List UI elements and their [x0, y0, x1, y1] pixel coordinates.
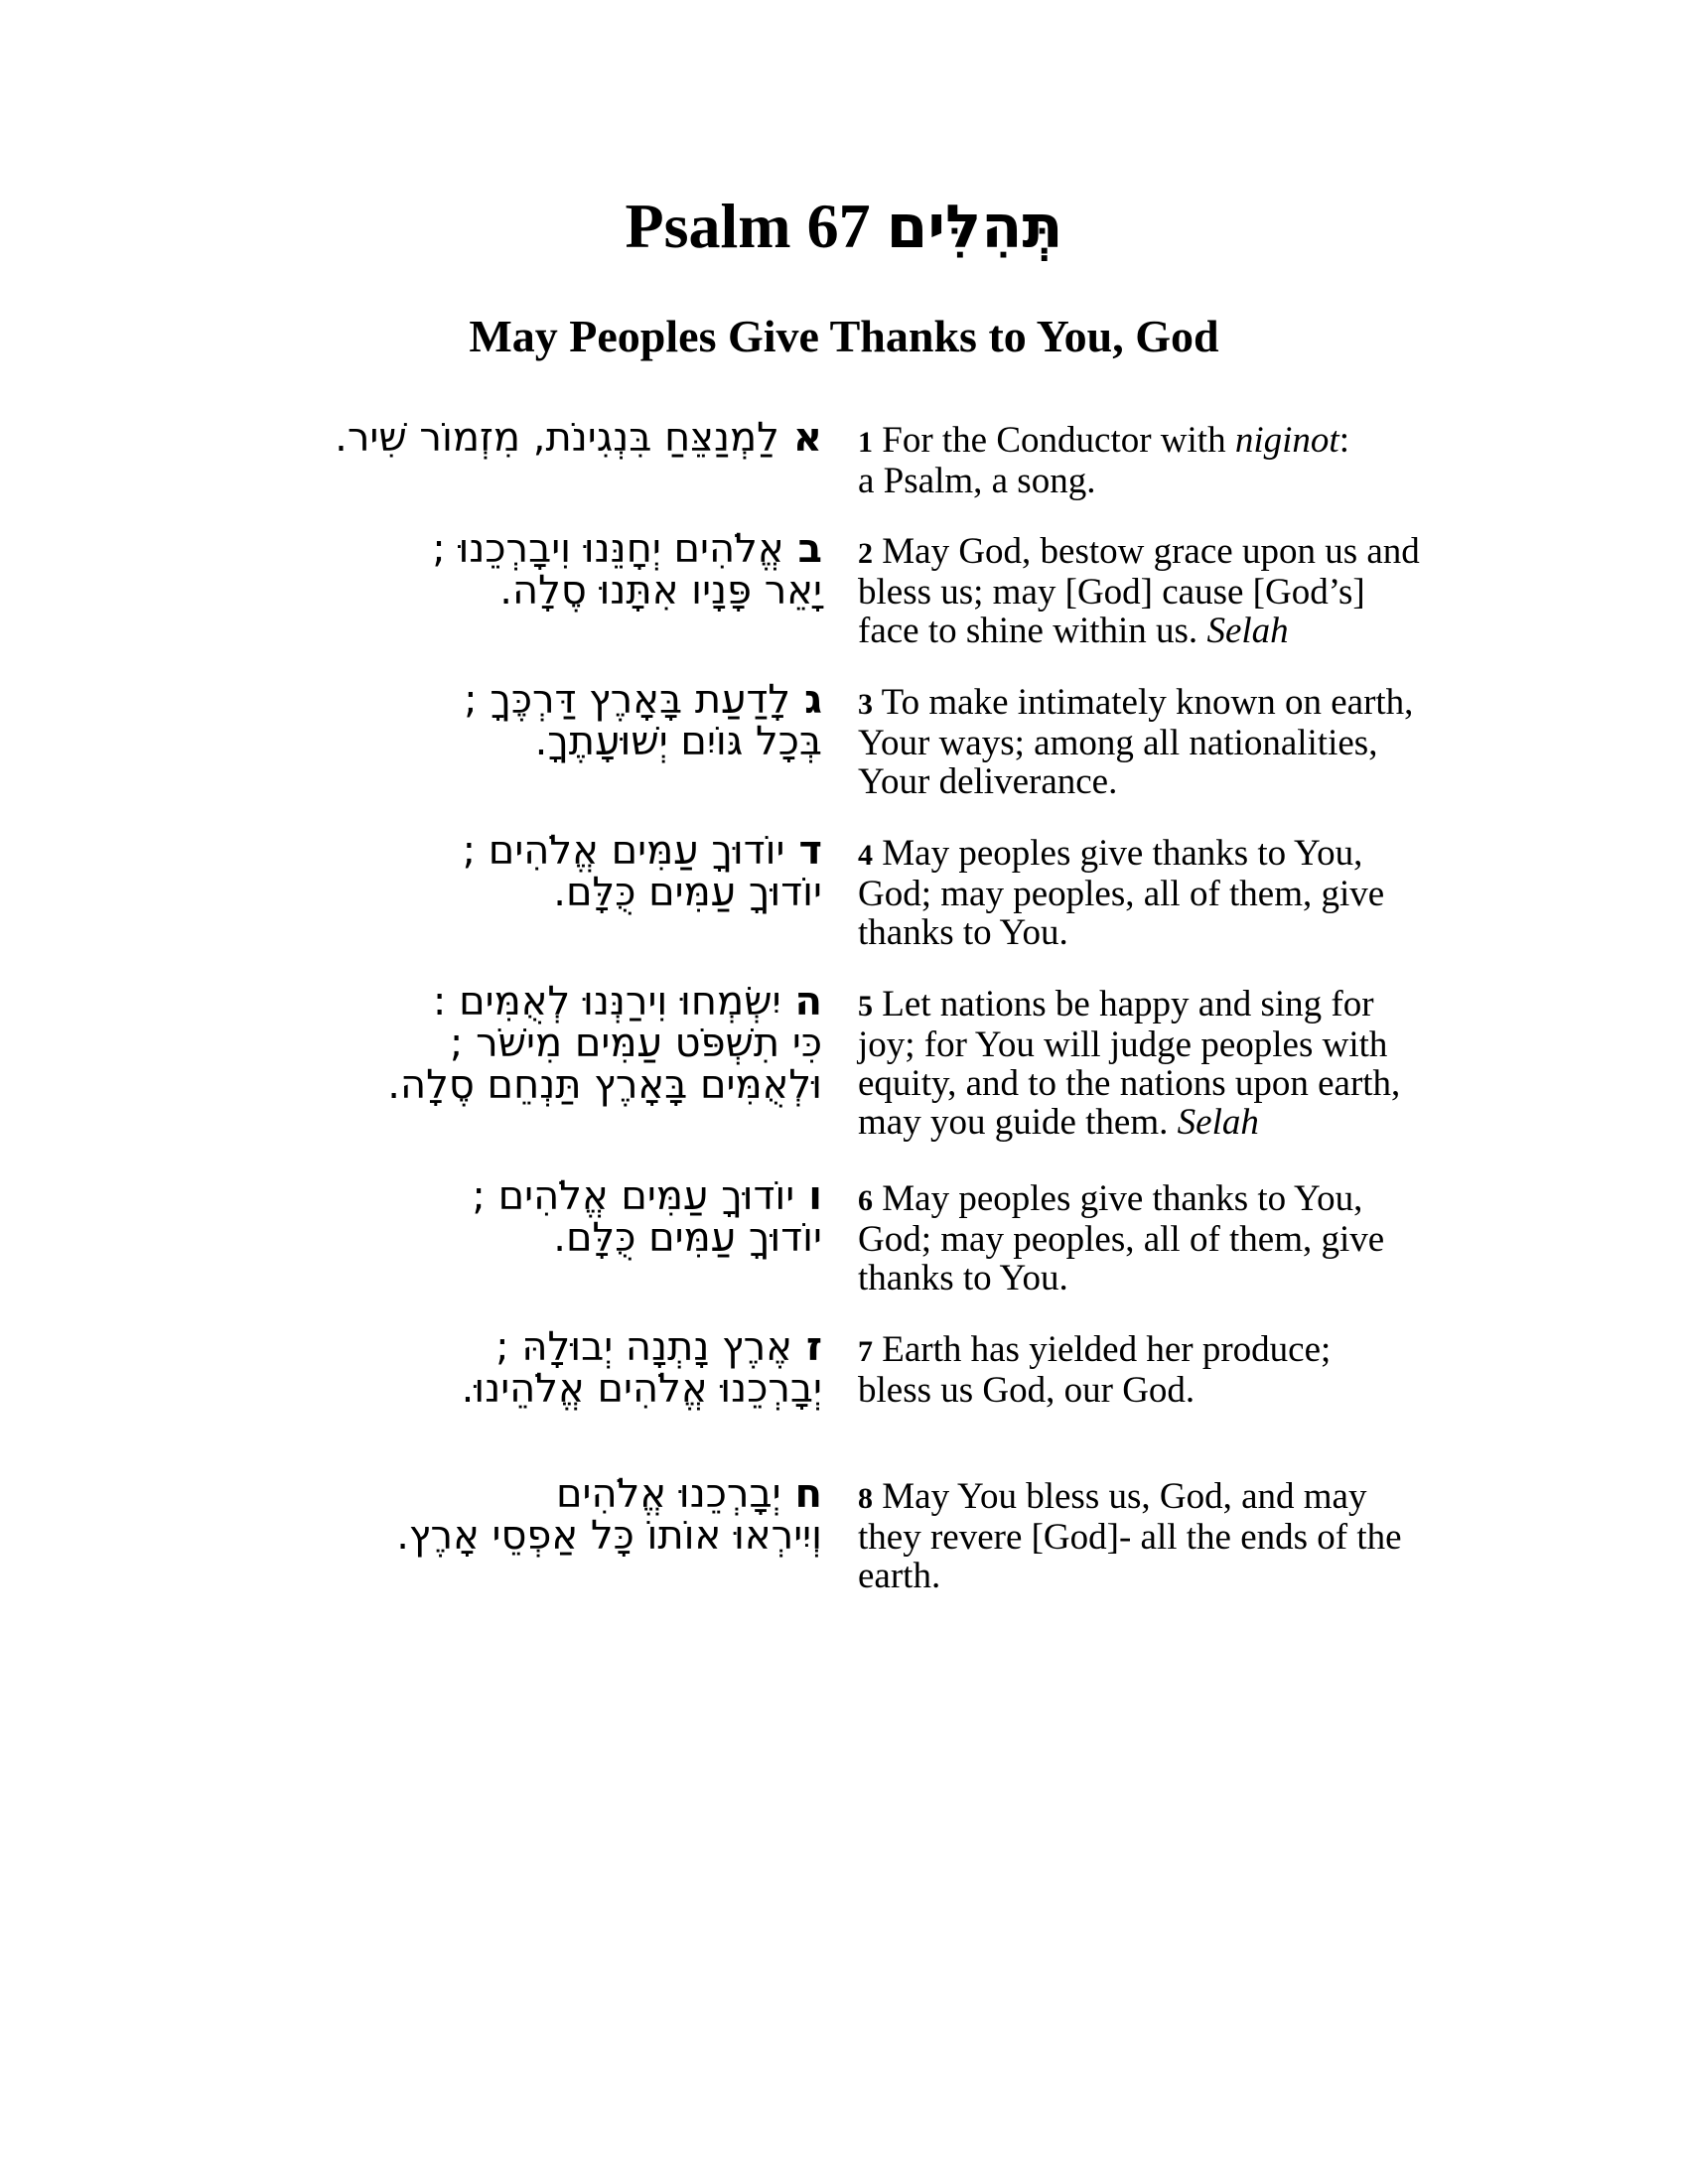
hebrew-line-text: אֱלֹהִים יְחָנֵּנוּ וִיבָרְכֵנוּ ; — [432, 526, 784, 572]
english-line-text: To make intimately known on earth, — [881, 682, 1414, 723]
english-italic-term: Selah — [1177, 1102, 1259, 1143]
verse-hebrew — [266, 1473, 822, 1557]
english-line-text: bless us; may [God] cause [God’s] — [858, 572, 1365, 613]
verse-english — [858, 1179, 1474, 1297]
hebrew-line — [266, 1368, 822, 1410]
english-line-text: For the Conductor with — [882, 420, 1235, 461]
hebrew-line-text: וְיִירְאוּ אוֹתוֹ כָּל אַפְסֵי אָרֶץ. — [396, 1513, 822, 1559]
hebrew-line — [266, 528, 822, 570]
english-line-text: they revere [God]- all the ends of the — [858, 1517, 1402, 1558]
english-line — [858, 985, 1474, 1025]
english-line-text: a Psalm, a song. — [858, 461, 1096, 501]
verse-hebrew — [266, 417, 822, 459]
hebrew-verse-letter: ב — [797, 526, 822, 572]
english-line-text: thanks to You. — [858, 912, 1068, 953]
hebrew-line-text: יוֹדוּךָ עַמִּים אֱלֹהִים ; — [462, 828, 785, 874]
english-line — [858, 1103, 1474, 1142]
english-line-text: Earth has yielded her produce; — [882, 1329, 1332, 1370]
english-line-text: joy; for You will judge peoples with — [858, 1024, 1388, 1065]
english-line-text: may you guide them. — [858, 1102, 1178, 1143]
english-line-text: God; may peoples, all of them, give — [858, 1219, 1385, 1260]
hebrew-line-text: יוֹדוּךָ עַמִּים כֻּלָּם. — [553, 870, 822, 915]
english-line — [858, 1025, 1474, 1064]
verse-number: 4 — [858, 839, 873, 872]
hebrew-line — [266, 830, 822, 872]
verse-english — [858, 834, 1474, 952]
verse-number: 1 — [858, 426, 873, 459]
verse-english — [858, 1477, 1474, 1595]
english-line-text: Let nations be happy and sing for — [882, 984, 1374, 1024]
english-line-text: God; may peoples, all of them, give — [858, 874, 1385, 914]
hebrew-line — [266, 981, 822, 1023]
hebrew-line-text: יְבָרְכֵנוּ אֱלֹהִים אֱלֹהֵינוּ. — [461, 1366, 822, 1412]
verse-number: 7 — [858, 1335, 873, 1368]
verse-number: 5 — [858, 990, 873, 1023]
verse-hebrew — [266, 528, 822, 612]
english-line-text: equity, and to the nations upon earth, — [858, 1063, 1401, 1104]
page-title-hebrew: תְּהִלִּים — [886, 193, 1063, 262]
verse-english — [858, 985, 1474, 1142]
page-title-english: Psalm 67 — [625, 191, 871, 261]
hebrew-verse-letter: ד — [798, 828, 822, 874]
hebrew-verse-letter: ג — [804, 677, 822, 723]
english-line — [858, 834, 1474, 875]
english-line — [858, 1259, 1474, 1297]
hebrew-line-text: יְבָרְכֵנוּ אֱלֹהִים — [555, 1471, 781, 1517]
english-line-text: face to shine within us. — [858, 611, 1207, 651]
verse-english — [858, 1330, 1474, 1410]
english-line — [858, 762, 1474, 801]
hebrew-line-text: כִּי תִשְׁפֹּט עַמִּים מִישֹׁר ; — [449, 1021, 822, 1066]
english-italic-term: Selah — [1206, 611, 1289, 651]
verse-hebrew — [266, 981, 822, 1106]
english-line — [858, 1557, 1474, 1595]
verse-english — [858, 421, 1474, 500]
hebrew-line-text: בְּכָל גּוֹיִם יְשׁוּעָתֶךָ. — [534, 719, 822, 764]
hebrew-line-text: וּלְאֻמִּים בָּאָרֶץ תַּנְחֵם סֶלָה. — [387, 1062, 822, 1108]
english-line-suffix: : — [1338, 420, 1349, 461]
english-line — [858, 1371, 1474, 1410]
hebrew-line — [266, 1217, 822, 1259]
hebrew-verse-letter: ח — [794, 1471, 822, 1517]
english-line — [858, 1518, 1474, 1557]
verse-number: 2 — [858, 537, 873, 570]
hebrew-verse-letter: ז — [805, 1324, 822, 1370]
hebrew-line — [266, 721, 822, 762]
english-line — [858, 875, 1474, 913]
hebrew-line — [266, 1023, 822, 1064]
hebrew-line-text: לַמְנַצֵּחַ בִּנְגִינֹת, מִזְמוֹר שִׁיר. — [335, 415, 779, 461]
hebrew-line — [266, 1175, 822, 1217]
hebrew-line — [266, 679, 822, 721]
hebrew-verse-letter: ה — [794, 979, 822, 1024]
hebrew-line-text: לָדַעַת בָּאָרֶץ דַּרְכֶּךָ ; — [464, 677, 791, 723]
hebrew-verse-letter: ו — [808, 1173, 822, 1219]
english-line — [858, 1330, 1474, 1371]
hebrew-line — [266, 417, 822, 459]
hebrew-line — [266, 872, 822, 913]
verse-number: 8 — [858, 1482, 873, 1515]
page-title — [0, 191, 1688, 262]
hebrew-line — [266, 1515, 822, 1557]
verse-english — [858, 683, 1474, 801]
hebrew-line-text: יָאֵר פָּנָיו אִתָּנוּ סֶלָה. — [499, 568, 822, 614]
hebrew-line-text: יִשְׂמְחוּ וִירַנְּנוּ לְאֻמִּים : — [432, 979, 781, 1024]
english-line — [858, 612, 1474, 650]
verse-hebrew — [266, 1326, 822, 1410]
hebrew-line-text: יוֹדוּךָ עַמִּים כֻּלָּם. — [553, 1215, 822, 1261]
hebrew-line — [266, 570, 822, 612]
english-line — [858, 724, 1474, 762]
english-line-text: thanks to You. — [858, 1258, 1068, 1298]
english-line — [858, 573, 1474, 612]
english-line-text: Your ways; among all nationalities, — [858, 723, 1378, 763]
english-line — [858, 532, 1474, 573]
english-line — [858, 913, 1474, 952]
verse-english — [858, 532, 1474, 650]
hebrew-line-text: יוֹדוּךָ עַמִּים אֱלֹהִים ; — [472, 1173, 795, 1219]
english-italic-term: niginot — [1234, 420, 1339, 461]
hebrew-line — [266, 1064, 822, 1106]
english-line — [858, 1179, 1474, 1220]
verse-number: 3 — [858, 688, 873, 721]
verse-hebrew — [266, 1175, 822, 1259]
english-line-text: May You bless us, God, and may — [882, 1476, 1367, 1517]
verse-number: 6 — [858, 1184, 873, 1217]
english-line-text: bless us God, our God. — [858, 1370, 1196, 1411]
english-line — [858, 683, 1474, 724]
english-line — [858, 462, 1474, 500]
page-subtitle: May Peoples Give Thanks to You, God — [469, 311, 1219, 361]
hebrew-line-text: אֶרֶץ נָתְנָה יְבוּלָהּ ; — [495, 1324, 792, 1370]
english-line-text: May peoples give thanks to You, — [882, 833, 1363, 874]
english-line-text: earth. — [858, 1556, 941, 1596]
hebrew-line — [266, 1473, 822, 1515]
english-line-text: Your deliverance. — [858, 761, 1118, 802]
hebrew-line — [266, 1326, 822, 1368]
verse-hebrew — [266, 679, 822, 762]
verse-hebrew — [266, 830, 822, 913]
english-line-text: May peoples give thanks to You, — [882, 1178, 1363, 1219]
english-line — [858, 421, 1474, 462]
hebrew-verse-letter: א — [792, 415, 822, 461]
english-line — [858, 1064, 1474, 1103]
english-line — [858, 1220, 1474, 1259]
english-line — [858, 1477, 1474, 1518]
english-line-text: May God, bestow grace upon us and — [882, 531, 1420, 572]
